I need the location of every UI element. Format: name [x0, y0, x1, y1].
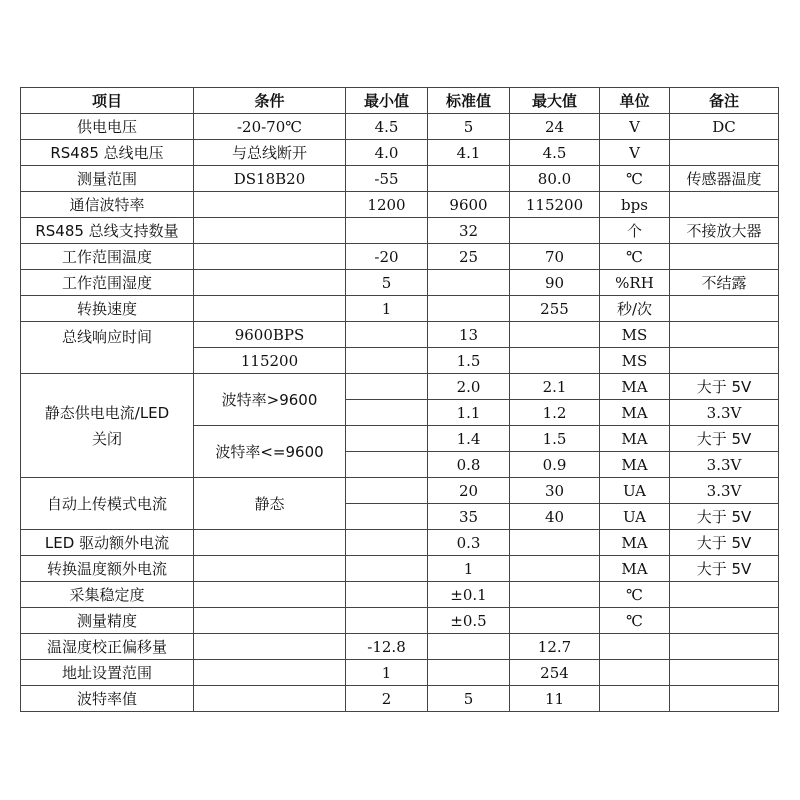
cell-unit: MA	[600, 400, 670, 426]
cell-note: 3.3V	[670, 452, 779, 478]
header-row	[21, 88, 779, 114]
cell-unit: MS	[600, 348, 670, 374]
table-row	[21, 218, 779, 244]
table-row	[21, 140, 779, 166]
cell-typ: 0.8	[428, 452, 510, 478]
cell-unit: ℃	[600, 166, 670, 192]
cell-min: 1200	[346, 192, 428, 218]
cell-typ: 1.1	[428, 400, 510, 426]
cell-item: RS485 总线电压	[21, 140, 194, 166]
cell-max: 24	[510, 114, 600, 140]
cell-unit: 秒/次	[600, 296, 670, 322]
cell-unit: ℃	[600, 244, 670, 270]
cell-condition	[194, 634, 346, 660]
cell-max	[510, 582, 600, 608]
table-row	[21, 114, 779, 140]
spec-table	[20, 87, 779, 712]
cell-condition	[194, 192, 346, 218]
cell-typ: 13	[428, 322, 510, 348]
item-line-1: 静态供电电流/LED	[44, 403, 170, 422]
cell-note	[670, 660, 779, 686]
table-row	[21, 374, 779, 400]
cell-unit	[600, 686, 670, 712]
cell-max	[510, 556, 600, 582]
cell-typ: 1.4	[428, 426, 510, 452]
cell-item: 工作范围湿度	[21, 270, 194, 296]
cell-unit: MS	[600, 322, 670, 348]
cell-max: 40	[510, 504, 600, 530]
cell-note: 3.3V	[670, 478, 779, 504]
table-row	[21, 530, 779, 556]
table-row	[21, 478, 779, 504]
cell-max: 80.0	[510, 166, 600, 192]
cell-note	[670, 322, 779, 348]
cell-max: 255	[510, 296, 600, 322]
cell-note	[670, 140, 779, 166]
cell-condition	[194, 608, 346, 634]
cell-item: LED 驱动额外电流	[21, 530, 194, 556]
cell-item: 测量精度	[21, 608, 194, 634]
cell-item: 温湿度校正偏移量	[21, 634, 194, 660]
cell-unit: MA	[600, 556, 670, 582]
cell-max: 2.1	[510, 374, 600, 400]
header-typ: 标准值	[428, 88, 510, 114]
cell-typ: 0.3	[428, 530, 510, 556]
cell-min: 4.5	[346, 114, 428, 140]
cell-min	[346, 374, 428, 400]
cell-note	[670, 608, 779, 634]
cell-item: 总线响应时间	[21, 322, 194, 374]
item-line-2: 关闭	[91, 429, 122, 448]
table-row	[21, 556, 779, 582]
cell-max: 11	[510, 686, 600, 712]
cell-unit: UA	[600, 504, 670, 530]
cell-max: 1.2	[510, 400, 600, 426]
cell-min	[346, 400, 428, 426]
cell-typ: 5	[428, 686, 510, 712]
cell-typ: 32	[428, 218, 510, 244]
cell-note	[670, 192, 779, 218]
cell-unit: ℃	[600, 608, 670, 634]
cell-unit: V	[600, 140, 670, 166]
cell-min	[346, 322, 428, 348]
cell-condition: -20-70℃	[194, 114, 346, 140]
cell-min	[346, 504, 428, 530]
cell-note: 不接放大器	[670, 218, 779, 244]
cell-min	[346, 218, 428, 244]
cell-min	[346, 582, 428, 608]
cell-unit: 个	[600, 218, 670, 244]
cell-unit	[600, 660, 670, 686]
cell-min: -12.8	[346, 634, 428, 660]
cell-typ: ±0.5	[428, 608, 510, 634]
cell-item: 转换温度额外电流	[21, 556, 194, 582]
cell-item: 采集稳定度	[21, 582, 194, 608]
cell-max: 12.7	[510, 634, 600, 660]
cell-typ: 5	[428, 114, 510, 140]
cell-unit: UA	[600, 478, 670, 504]
header-min: 最小值	[346, 88, 428, 114]
cell-note: 大于 5V	[670, 426, 779, 452]
table-row	[21, 322, 779, 348]
cell-note: 不结露	[670, 270, 779, 296]
header-unit: 单位	[600, 88, 670, 114]
cell-unit: MA	[600, 530, 670, 556]
cell-max: 0.9	[510, 452, 600, 478]
table-row	[21, 634, 779, 660]
cell-condition: 115200	[194, 348, 346, 374]
cell-item: 地址设置范围	[21, 660, 194, 686]
cell-note	[670, 582, 779, 608]
cell-unit: MA	[600, 374, 670, 400]
cell-condition: 波特率>9600	[194, 374, 346, 426]
cell-min	[346, 556, 428, 582]
table-row	[21, 270, 779, 296]
cell-max: 30	[510, 478, 600, 504]
cell-note: 大于 5V	[670, 530, 779, 556]
cell-min	[346, 452, 428, 478]
cell-min: -55	[346, 166, 428, 192]
cell-condition: DS18B20	[194, 166, 346, 192]
cell-note	[670, 634, 779, 660]
cell-max: 254	[510, 660, 600, 686]
cell-typ: 35	[428, 504, 510, 530]
cell-unit: ℃	[600, 582, 670, 608]
cell-max	[510, 322, 600, 348]
cell-condition	[194, 218, 346, 244]
header-max: 最大值	[510, 88, 600, 114]
cell-item: 通信波特率	[21, 192, 194, 218]
table-row	[21, 192, 779, 218]
cell-unit: MA	[600, 426, 670, 452]
cell-typ: 20	[428, 478, 510, 504]
cell-note: 大于 5V	[670, 504, 779, 530]
table-row	[21, 660, 779, 686]
cell-typ	[428, 660, 510, 686]
cell-condition	[194, 296, 346, 322]
cell-min: 2	[346, 686, 428, 712]
cell-condition	[194, 660, 346, 686]
cell-item: 自动上传模式电流	[21, 478, 194, 530]
cell-unit: bps	[600, 192, 670, 218]
header-note: 备注	[670, 88, 779, 114]
cell-condition: 与总线断开	[194, 140, 346, 166]
cell-unit: %RH	[600, 270, 670, 296]
table-row	[21, 166, 779, 192]
cell-max	[510, 348, 600, 374]
cell-max: 1.5	[510, 426, 600, 452]
cell-max	[510, 530, 600, 556]
cell-max	[510, 218, 600, 244]
cell-item: 转换速度	[21, 296, 194, 322]
cell-min: 4.0	[346, 140, 428, 166]
cell-typ	[428, 270, 510, 296]
cell-condition	[194, 270, 346, 296]
cell-item: 工作范围温度	[21, 244, 194, 270]
cell-condition	[194, 686, 346, 712]
cell-min	[346, 348, 428, 374]
cell-condition: 波特率<=9600	[194, 426, 346, 478]
cell-typ: 4.1	[428, 140, 510, 166]
cell-typ: ±0.1	[428, 582, 510, 608]
cell-item: 测量范围	[21, 166, 194, 192]
cell-typ: 9600	[428, 192, 510, 218]
cell-max: 115200	[510, 192, 600, 218]
cell-typ: 25	[428, 244, 510, 270]
cell-condition: 静态	[194, 478, 346, 530]
cell-condition: 9600BPS	[194, 322, 346, 348]
cell-max: 90	[510, 270, 600, 296]
cell-unit: V	[600, 114, 670, 140]
cell-min	[346, 478, 428, 504]
cell-note: 大于 5V	[670, 556, 779, 582]
table-row	[21, 582, 779, 608]
cell-note	[670, 686, 779, 712]
cell-min: -20	[346, 244, 428, 270]
cell-min	[346, 426, 428, 452]
cell-condition	[194, 582, 346, 608]
cell-max: 4.5	[510, 140, 600, 166]
cell-min: 5	[346, 270, 428, 296]
cell-note: 3.3V	[670, 400, 779, 426]
cell-min: 1	[346, 296, 428, 322]
cell-min	[346, 608, 428, 634]
header-condition: 条件	[194, 88, 346, 114]
cell-unit: MA	[600, 452, 670, 478]
cell-unit	[600, 634, 670, 660]
cell-note	[670, 348, 779, 374]
cell-min: 1	[346, 660, 428, 686]
table-row	[21, 608, 779, 634]
cell-note	[670, 296, 779, 322]
cell-note: DC	[670, 114, 779, 140]
spec-table-body	[21, 88, 779, 712]
table-row	[21, 244, 779, 270]
cell-condition	[194, 244, 346, 270]
cell-item: 供电电压	[21, 114, 194, 140]
cell-typ: 1	[428, 556, 510, 582]
cell-note: 大于 5V	[670, 374, 779, 400]
cell-typ	[428, 166, 510, 192]
cell-condition	[194, 556, 346, 582]
cell-typ	[428, 634, 510, 660]
table-row	[21, 296, 779, 322]
cell-note: 传感器温度	[670, 166, 779, 192]
cell-note	[670, 244, 779, 270]
cell-typ	[428, 296, 510, 322]
cell-max	[510, 608, 600, 634]
cell-condition	[194, 530, 346, 556]
cell-typ: 2.0	[428, 374, 510, 400]
cell-max: 70	[510, 244, 600, 270]
header-item: 项目	[21, 88, 194, 114]
table-row	[21, 686, 779, 712]
cell-typ: 1.5	[428, 348, 510, 374]
cell-item: 波特率值	[21, 686, 194, 712]
cell-item: RS485 总线支持数量	[21, 218, 194, 244]
cell-min	[346, 530, 428, 556]
cell-item	[21, 374, 194, 478]
